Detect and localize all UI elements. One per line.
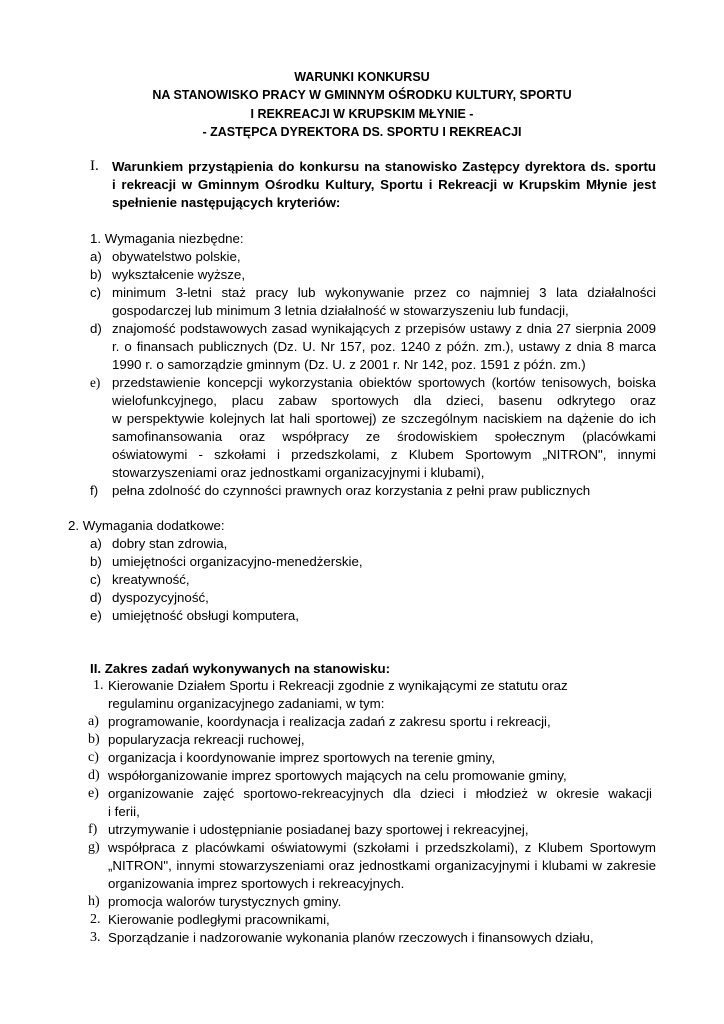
list-item: umiejętność obsługi komputera, — [112, 608, 299, 623]
list-label: g) — [88, 840, 100, 855]
list-item: wielofunkcyjnego, placu zabaw sportowych dla dzieci, basenu odkrytego oraz — [112, 393, 656, 408]
list-label: c) — [88, 750, 99, 765]
list-item: minimum 3-letni staż pracy lub wykonywanie przez co najmniej 3 lata działalności — [112, 285, 656, 300]
list-item: samofinansowania oraz współpracy ze środowiskiem społecznym (placówkami — [112, 429, 656, 444]
list-label: b) — [90, 267, 102, 282]
list-item: 1990 r. o samorządzie gminnym (Dz. U. z 2001 r. Nr 142, poz. 1591 z późn. zm.) — [112, 357, 586, 372]
list-label: f) — [90, 483, 99, 498]
list-label: e) — [88, 786, 99, 801]
list-item: Sporządzanie i nadzorowanie wykonania planów rzeczowych i finansowych działu, — [108, 930, 594, 945]
list-item: programowanie, koordynacja i realizacja zadań z zakresu sportu i rekreacji, — [108, 714, 551, 729]
list-item: Kierowanie Działem Sportu i Rekreacji zgodnie z wynikającymi ze statutu oraz — [108, 678, 568, 693]
list-label: f) — [88, 822, 98, 837]
section-1-label: I. — [90, 158, 99, 174]
list-label: 1. — [93, 678, 104, 693]
list-item: stowarzyszeniami oraz jednostkami organizacyjnymi i klubami), — [112, 465, 485, 480]
list-item: współpraca z placówkami oświatowymi (szkołami i przedszkolami), z Klubem Sportowym — [108, 840, 656, 855]
list-item: Kierowanie podległymi pracownikami, — [108, 912, 330, 927]
req-extra-heading: 2. Wymagania dodatkowe: — [68, 518, 225, 533]
doc-title-line-3: I REKREACJI W KRUPSKIM MŁYNIE - — [250, 107, 474, 121]
list-label: b) — [88, 732, 100, 747]
list-item: wykształcenie wyższe, — [112, 267, 246, 282]
list-label: d) — [90, 590, 102, 605]
list-item: utrzymywanie i udostępnianie posiadanej bazy sportowej i rekreacyjnej, — [108, 822, 529, 837]
section-1-line: i rekreacji w Gminnym Ośrodku Kultury, Sportu i Rekreacji w Krupskim Młynie jest — [112, 177, 656, 192]
list-item: oświatowymi - szkołami i przedszkolami, z Klubem Sportowym „NITRON", innymi — [112, 447, 656, 462]
list-item: pełna zdolność do czynności prawnych oraz korzystania z pełni praw publicznych — [112, 483, 591, 498]
list-item: organizacja i koordynowanie imprez sportowych na terenie gminy, — [108, 750, 496, 765]
list-item: r. o finansach publicznych (Dz. U. Nr 157, poz. 1240 z późn. zm.), ustawy z dnia 8 marca — [112, 339, 656, 354]
list-item: popularyzacja rekreacji ruchowej, — [108, 732, 305, 747]
list-label: b) — [90, 554, 102, 569]
list-label: e) — [90, 375, 101, 390]
list-label: e) — [90, 608, 102, 623]
section-1-line: spełnienie następujących kryteriów: — [112, 195, 341, 210]
req-main-heading: 1. Wymagania niezbędne: — [90, 231, 244, 246]
list-item: umiejętności organizacyjno-menedżerskie, — [112, 554, 363, 569]
doc-title-line-1: WARUNKI KONKURSU — [294, 70, 430, 84]
list-item: gospodarczej lub minimum 3 letnia działalność w stowarzyszeniu lub fundacji, — [112, 303, 569, 318]
list-item: promocja walorów turystycznych gminy. — [108, 894, 342, 909]
list-item: regulaminu organizacyjnego zadaniami, w tym: — [108, 696, 385, 711]
list-label: a) — [90, 249, 102, 264]
list-item: znajomość podstawowych zasad wynikających z przepisów ustawy z dnia 27 sierpnia 2009 — [112, 321, 656, 336]
list-item: współorganizowanie imprez sportowych mających na celu promowanie gminy, — [108, 768, 567, 783]
list-item: „NITRON", innymi stowarzyszeniami oraz jednostkami organizacyjnymi i klubami w zakresie — [108, 858, 656, 873]
list-label: 3. — [90, 930, 101, 945]
list-label: a) — [88, 714, 99, 729]
list-label: a) — [90, 536, 102, 551]
section-1-line: Warunkiem przystąpienia do konkursu na stanowisko Zastępcy dyrektora ds. sportu — [112, 159, 656, 174]
list-item: przedstawienie koncepcji wykorzystania obiektów sportowych (kortów tenisowych, boiska — [112, 375, 656, 390]
list-item: organizowanie zajęć sportowo-rekreacyjnych dla dzieci i młodzież w okresie wakacji — [108, 786, 652, 801]
list-label: d) — [90, 321, 102, 336]
doc-title-line-4: - ZASTĘPCA DYREKTORA DS. SPORTU I REKREACJI — [202, 125, 522, 139]
list-item: dobry stan zdrowia, — [112, 536, 228, 551]
section-2-heading: II. Zakres zadań wykonywanych na stanowisku: — [90, 661, 391, 676]
doc-title-line-2: NA STANOWISKO PRACY W GMINNYM OŚRODKU KULTURY, SPORTU — [152, 88, 572, 102]
list-item: i ferii, — [108, 804, 140, 819]
list-label: c) — [90, 572, 102, 587]
list-label: c) — [90, 285, 102, 300]
list-label: d) — [88, 768, 100, 783]
list-item: organizowania imprez sportowych i rekreacyjnych. — [108, 876, 405, 891]
list-item: obywatelstwo polskie, — [112, 249, 241, 264]
list-label: h) — [88, 894, 100, 909]
list-item: dyspozycyjność, — [112, 590, 209, 605]
list-item: w perspektywie kolejnych lat hali sportowej) ze szczególnym naciskiem na dążenie do ich — [112, 411, 656, 426]
list-label: 2. — [90, 912, 101, 927]
list-item: kreatywność, — [112, 572, 190, 587]
